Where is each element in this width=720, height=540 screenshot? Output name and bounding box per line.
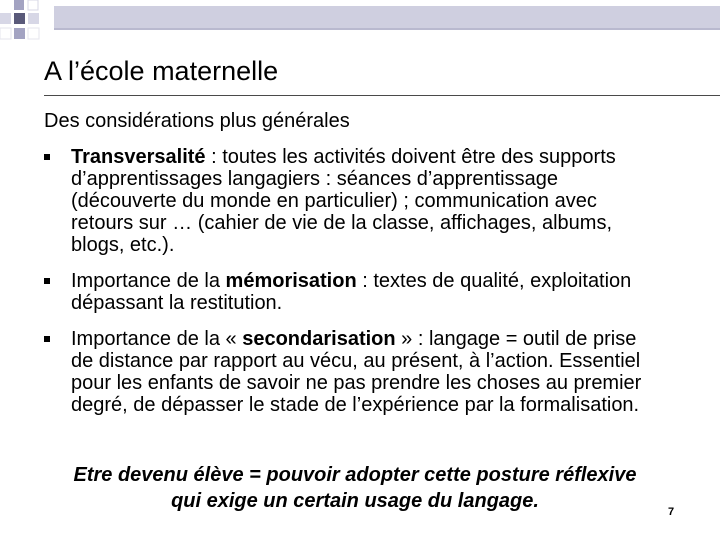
bullet-text-before: Importance de la <box>71 270 226 292</box>
bullet-item-secondarisation <box>44 328 664 416</box>
square-bullet-icon <box>44 154 50 160</box>
page-number: 7 <box>668 506 675 518</box>
slide-subtitle: Des considérations plus générales <box>44 110 350 132</box>
bullet-keyword: Transversalité <box>71 146 206 168</box>
bullet-text-rest: : textes de qualité, exploitation dépassant la restitution. <box>71 270 632 314</box>
bullet-text-rest: : toutes les activités doivent être des supports d’apprentissages langagiers : séances d’apprentissage (découverte du monde en particulier) ; communication avec retours sur … (cahier de vie de la classe, affichages, albums, blogs, etc.). <box>71 146 616 256</box>
bullet-text-rest: » : langage = outil de prise de distance par rapport au vécu, au présent, à l’action. Essentiel pour les enfants de savoir ne pas prendre les choses au premier degré, de dépasser le stade de l’expérience par la formalisation. <box>71 328 642 416</box>
bullet-list <box>44 146 664 416</box>
bullet-text-before: Importance de la « <box>71 328 243 350</box>
title-divider <box>44 95 720 96</box>
conclusion-text: Etre devenu élève = pouvoir adopter cette posture réflexive qui exige un certain usage du langage. <box>73 464 637 512</box>
slide-title: A l’école maternelle <box>44 56 279 86</box>
square-bullet-icon <box>44 336 50 342</box>
square-bullet-icon <box>44 278 50 284</box>
bullet-item-memorisation <box>44 270 664 314</box>
bullet-keyword: mémorisation <box>225 270 357 292</box>
bullet-item-transversalite <box>44 146 664 256</box>
header-decoration <box>0 0 720 60</box>
bullet-keyword: secondarisation <box>242 328 396 350</box>
